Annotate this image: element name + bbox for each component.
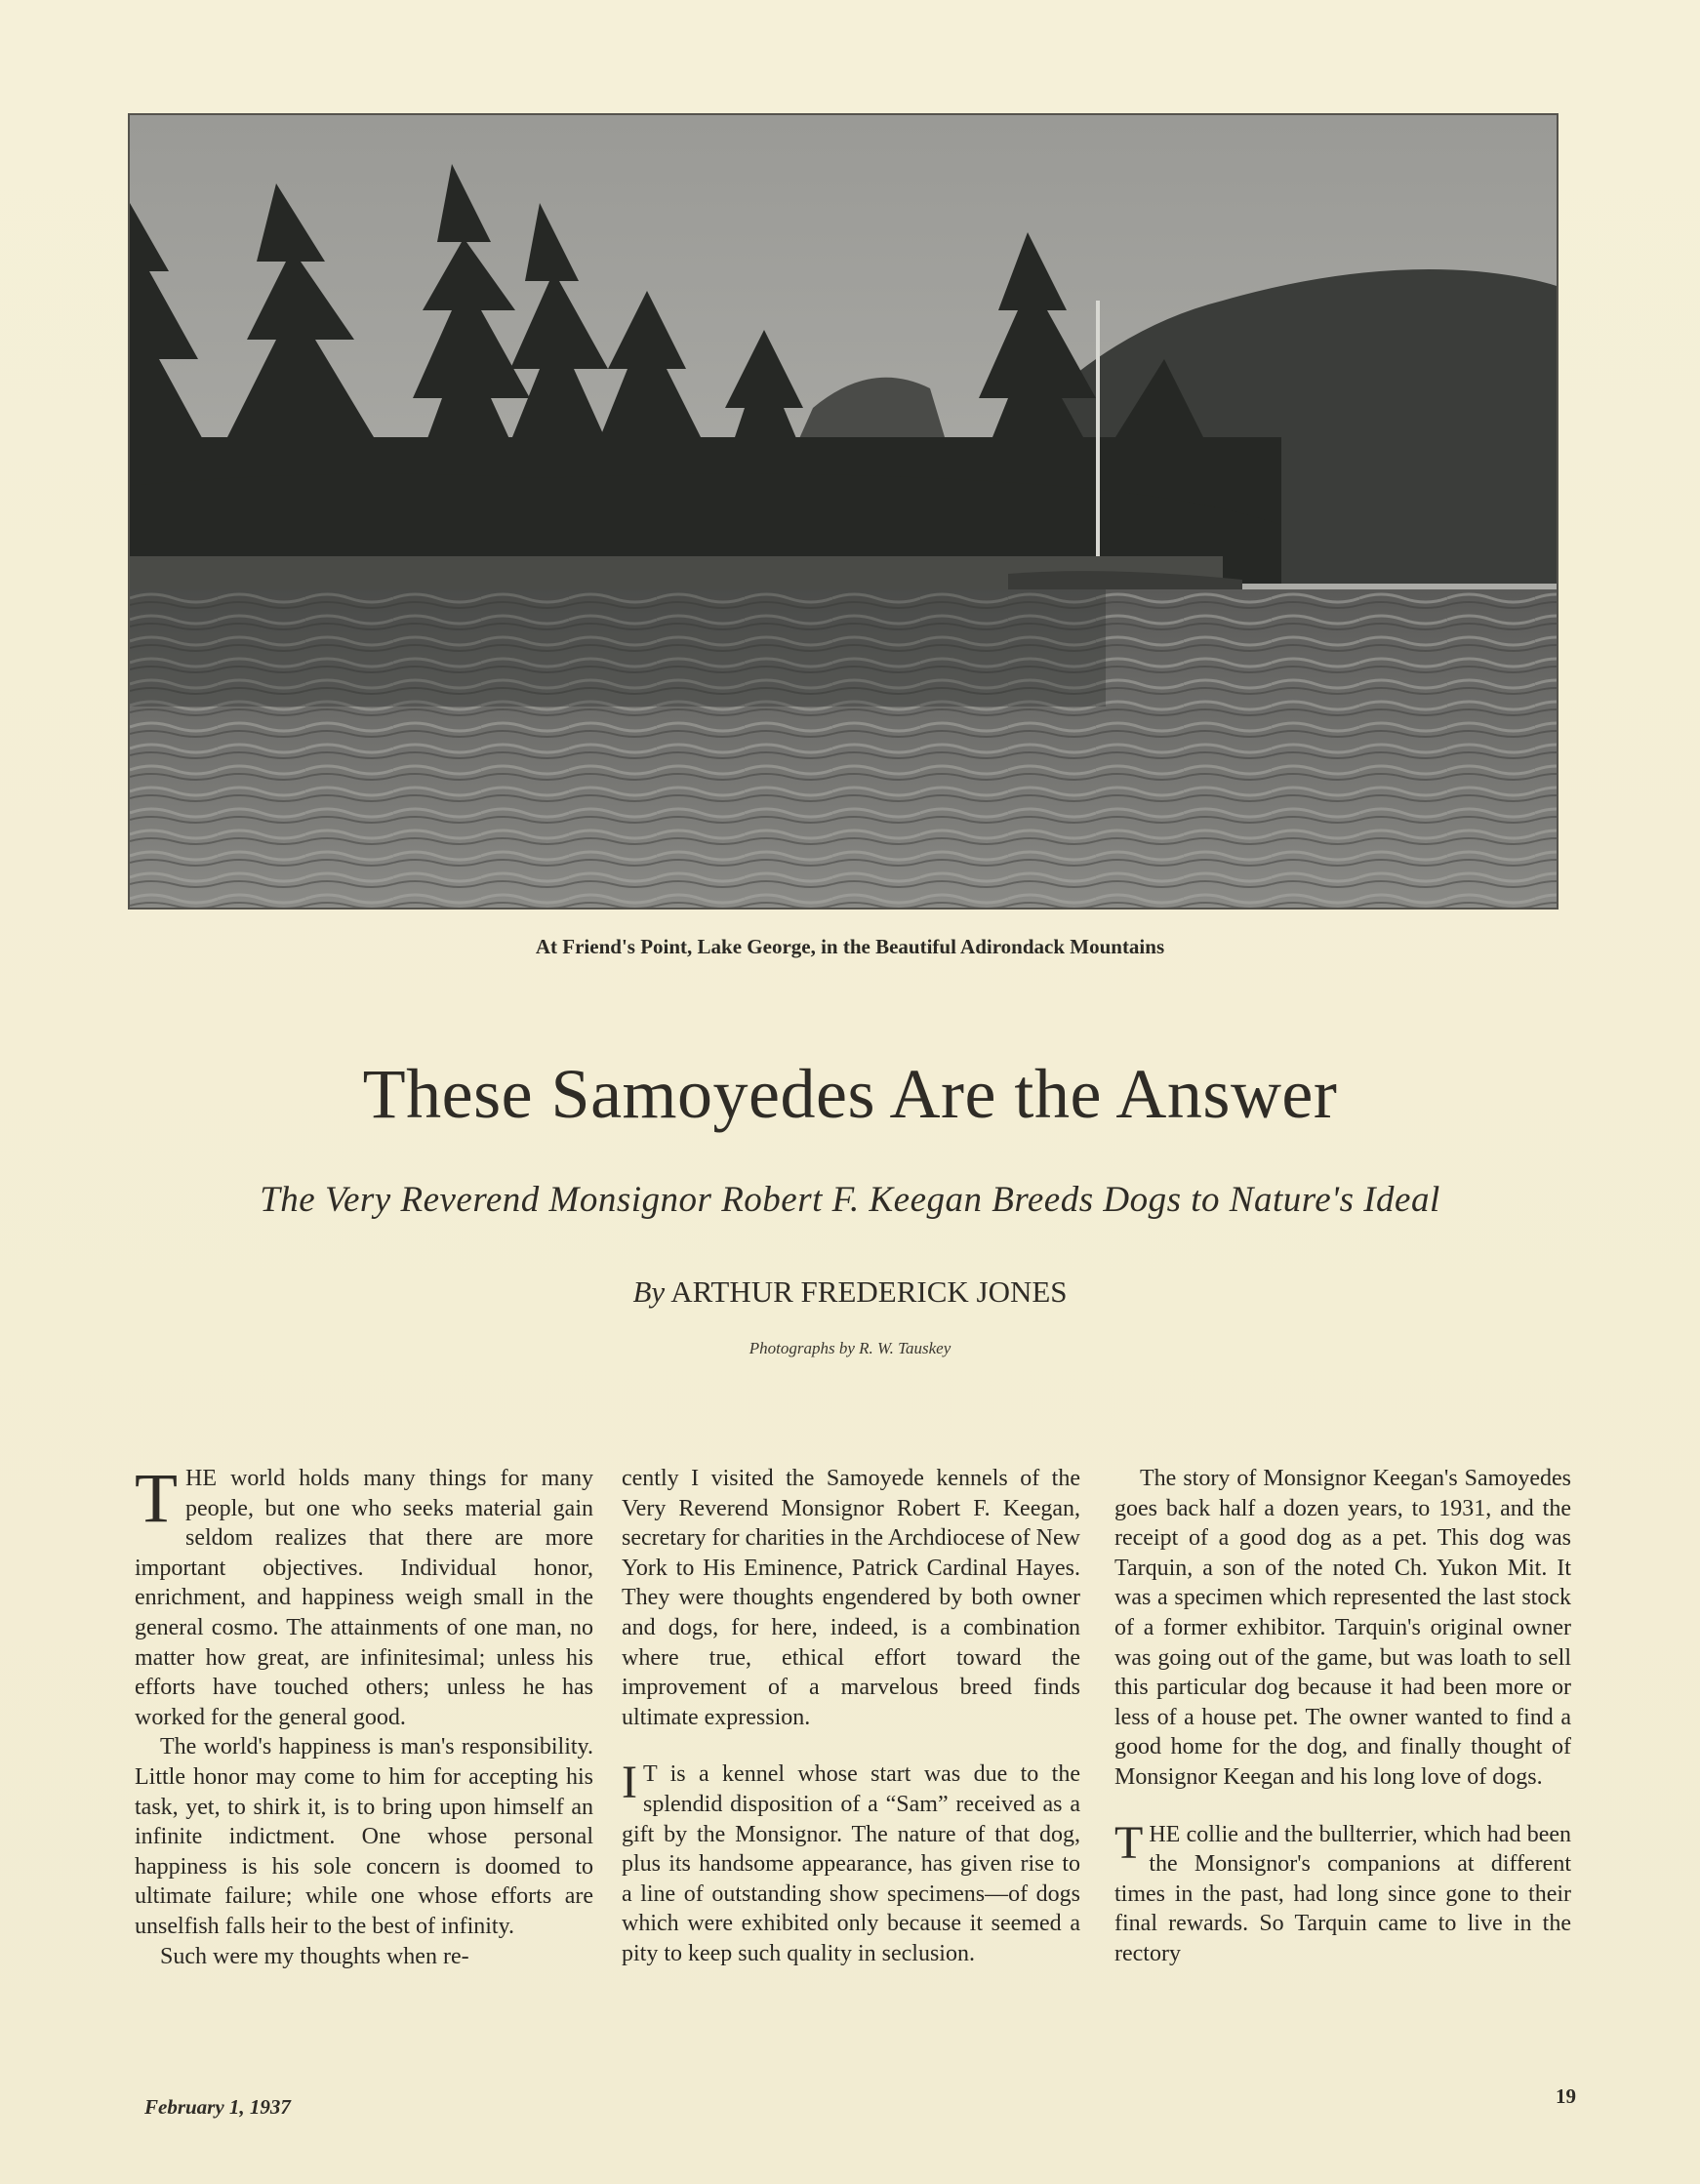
article-title: These Samoyedes Are the Answer <box>362 1055 1338 1133</box>
paragraph: The story of Monsignor Keegan's Samoyedes goes back half a dozen years, to 1931, and the receipt of a good dog as a pet. This dog was Tarquin, a son of the noted Ch. Yukon Mit. It was a specimen which represented the last stock of a former exhibitor. Tarquin's original owner was going out of the game, but was loath to sell this particular dog because it had been more or less of a house pet. The owner wanted to find a good home for the dog, and finally thought of Monsignor Keegan and his long love of dogs. <box>1114 1466 1571 1790</box>
paragraph-text: HE world holds many things for many people, but one who seeks material gain seldom realizes that there are more important objectives. Individual honor, enrichment, and happiness weigh small in the general cosmo. The attainments of one man, no matter how great, are infinitesimal; unless his efforts have touched others; unless he has worked for the general good. <box>135 1466 593 1730</box>
paragraph-text: T is a kennel whose start was due to the splendid disposition of a “Sam” received as a gift by the Monsignor. The nature of that dog, plus its handsome appearance, has given rise to a line of outstanding show specimens—of dogs which were exhibited only because it seemed a pity to keep such quality in seclusion. <box>622 1761 1080 1966</box>
paragraph <box>1114 1816 1571 1969</box>
issue-date: February 1, 1937 <box>144 2095 291 2119</box>
column-1 <box>135 1459 593 1971</box>
article-subtitle: The Very Reverend Monsignor Robert F. Keegan Breeds Dogs to Nature's Ideal <box>260 1180 1440 1220</box>
page-number: 19 <box>1556 2084 1576 2108</box>
lake-photo <box>128 113 1558 910</box>
drop-cap: T <box>1114 1816 1144 1869</box>
paragraph <box>622 1759 1080 1968</box>
paragraph-text: HE collie and the bullterrier, which had been the Monsignor's companions at different times in the past, had long since gone to their final rewards. So Tarquin came to live in the rectory <box>1114 1821 1571 1966</box>
column-3 <box>1114 1464 1571 1969</box>
paragraph: Such were my thoughts when re- <box>160 1943 469 1969</box>
byline <box>0 1274 1700 1310</box>
photo-caption: At Friend's Point, Lake George, in the Beautiful Adirondack Mountains <box>535 935 1165 958</box>
paragraph <box>135 1459 593 1732</box>
drop-cap: T <box>135 1459 178 1537</box>
paragraph: cently I visited the Samoyede kennels of the Very Reverend Monsignor Robert F. Keegan, secretary for charities in the Archdiocese of New York to His Eminence, Patrick Cardinal Hayes. They were thoughts engendered by both owner and dogs, for here, indeed, is a combination where true, ethical effort toward the improvement of a marvelous breed finds ultimate expression. <box>622 1466 1080 1730</box>
drop-cap: I <box>622 1757 637 1809</box>
column-2 <box>622 1464 1080 1969</box>
author-name: ARTHUR FREDERICK JONES <box>670 1274 1068 1309</box>
byline-prefix: By <box>632 1274 666 1309</box>
paragraph: The world's happiness is man's responsibility. Little honor may come to him for accepting his task, yet, to shirk it, is to bring upon himself an infinite indictment. One whose personal happiness is his sole concern is doomed to ultimate failure; while one whose efforts are unselfish falls heir to the best of infinity. <box>135 1734 593 1939</box>
lake-george-landscape-image <box>130 115 1557 908</box>
photo-credit: Photographs by R. W. Tauskey <box>749 1339 951 1357</box>
